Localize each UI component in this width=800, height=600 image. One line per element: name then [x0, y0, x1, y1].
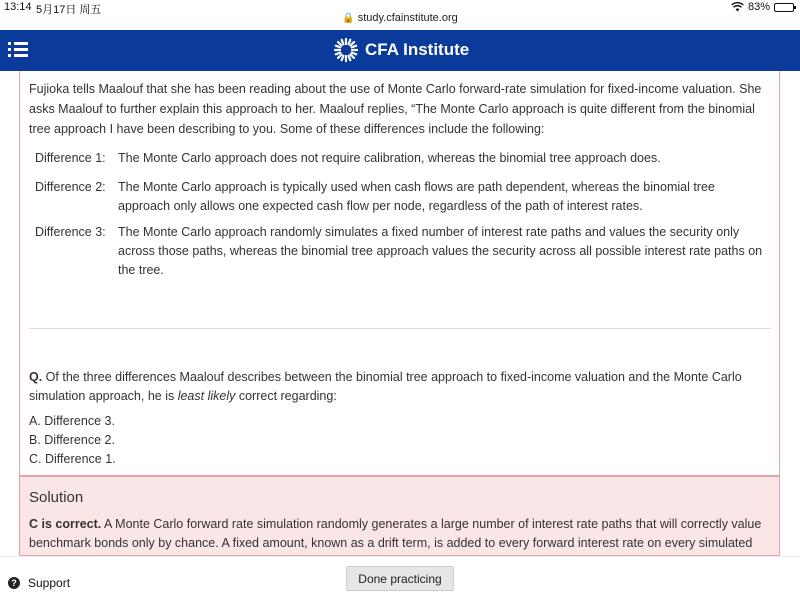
- done-practicing-button[interactable]: Done practicing: [346, 566, 454, 591]
- answer-options: [29, 412, 116, 469]
- cfa-globe-icon: [333, 37, 359, 63]
- app-header: [0, 30, 800, 71]
- wifi-icon: [731, 2, 744, 12]
- url-bar[interactable]: [0, 12, 800, 30]
- status-date: 5月17日 周五: [36, 4, 102, 16]
- solution-panel: [19, 476, 780, 556]
- question-text-before: Of the three differences Maalouf describes between the binomial tree approach to fixed-income valuation and the Monte Carlo simulation approach, he is: [29, 370, 742, 403]
- difference-label: Difference 3:: [35, 225, 106, 239]
- difference-label: Difference 1:: [35, 151, 106, 165]
- footer-bar: [0, 556, 800, 600]
- solution-answer: C is correct.: [29, 517, 102, 531]
- battery-icon: [774, 3, 794, 12]
- difference-label: Difference 2:: [35, 180, 106, 194]
- lock-icon: 🔒: [342, 13, 355, 24]
- difference-text: The Monte Carlo approach randomly simulates a fixed number of interest rate paths and values the security only across those paths, whereas the binomial tree approach values the security across all possible interest rate paths on the tree.: [118, 225, 763, 277]
- option-c[interactable]: C. Difference 1.: [29, 452, 116, 466]
- url-text: study.cfainstitute.org: [357, 12, 458, 24]
- question-prefix: Q.: [29, 370, 43, 384]
- difference-text: The Monte Carlo approach does not require calibration, whereas the binomial tree approach does.: [118, 151, 661, 165]
- question-text-after: correct regarding:: [235, 389, 337, 403]
- question-panel: [19, 71, 780, 476]
- vignette-intro: Fujioka tells Maalouf that she has been reading about the use of Monte Carlo forward-rate simulation for fixed-income valuation. She asks Maalouf to further explain this approach to her. Maalouf replies, “The Monte Carlo approach is quite different from the binomial tree approach I have been describing to you. Some of these differences include the following:: [29, 82, 762, 136]
- hamburger-menu-icon[interactable]: [8, 42, 28, 58]
- question-stem: [29, 368, 774, 406]
- brand-name: CFA Institute: [365, 40, 470, 59]
- support-label: Support: [28, 576, 71, 590]
- difference-item: [35, 178, 768, 216]
- support-link[interactable]: [8, 576, 70, 590]
- solution-explanation: A Monte Carlo forward rate simulation randomly generates a large number of interest rate paths that will correctly value benchmark bonds only by chance. A fixed amount, known as a drift term, is added to every forward interest rate on every simulated: [29, 517, 762, 550]
- help-icon: ?: [8, 577, 20, 589]
- difference-item: [35, 149, 768, 168]
- difference-item: [35, 223, 768, 280]
- question-emphasis: least likely: [177, 389, 236, 403]
- status-time: 13:14: [4, 1, 32, 13]
- difference-text: The Monte Carlo approach is typically used when cash flows are path dependent, whereas the binomial tree approach only allows one expected cash flow per node, regardless of the path of interest rates.: [118, 180, 715, 213]
- solution-title: Solution: [29, 489, 84, 506]
- option-a[interactable]: A. Difference 3.: [29, 414, 115, 428]
- solution-body: [29, 515, 769, 553]
- divider: [29, 328, 771, 329]
- battery-percent: 83%: [747, 1, 770, 13]
- cfa-logo[interactable]: [333, 37, 469, 63]
- option-b[interactable]: B. Difference 2.: [29, 433, 115, 447]
